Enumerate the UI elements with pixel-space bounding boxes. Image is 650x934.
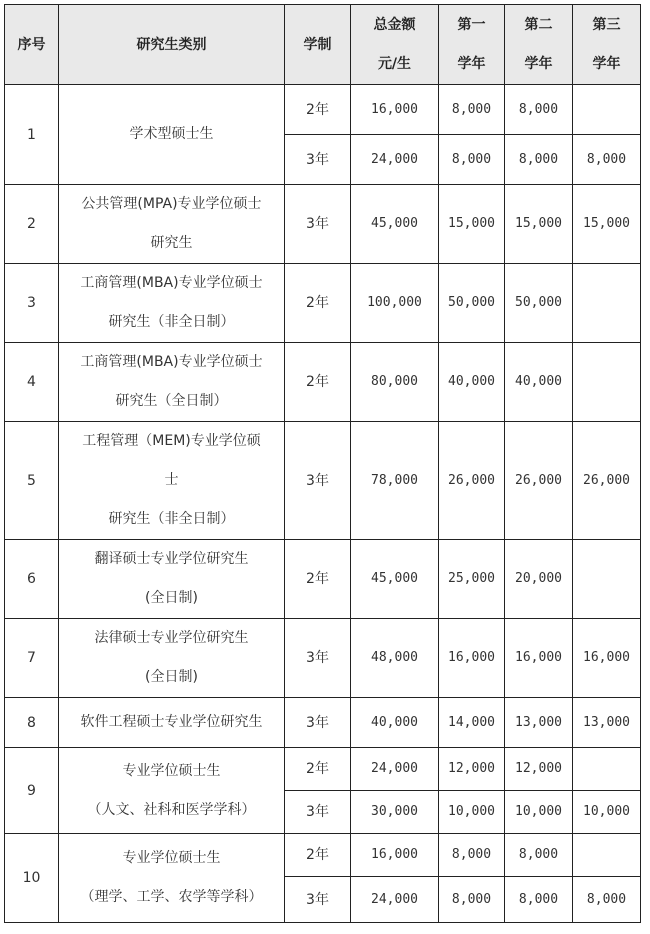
- row-total: 78,000: [351, 422, 439, 540]
- header-year2-line1: 第二: [524, 16, 553, 33]
- row-years: 3年: [285, 135, 351, 185]
- header-total-line2: 元/生: [377, 55, 412, 72]
- row-total: 30,000: [351, 791, 439, 834]
- row-category: [59, 422, 285, 540]
- header-year2: [505, 5, 573, 85]
- row-year3: [573, 748, 641, 791]
- header-year3: [573, 5, 641, 85]
- row-year2: 10,000: [505, 791, 573, 834]
- row-year3: 10,000: [573, 791, 641, 834]
- row-category: [59, 540, 285, 619]
- row-year3: 13,000: [573, 698, 641, 748]
- category-line: 工商管理(MBA)专业学位硕士: [80, 354, 263, 370]
- row-category: [59, 748, 285, 834]
- header-year1-line2: 学年: [457, 55, 486, 72]
- row-number: 4: [5, 343, 59, 422]
- header-row: [5, 5, 641, 85]
- row-years: 3年: [285, 791, 351, 834]
- table-row: [5, 748, 641, 791]
- category-line: 软件工程硕士专业学位研究生: [80, 714, 263, 730]
- row-year1: 8,000: [439, 85, 505, 135]
- row-number: 6: [5, 540, 59, 619]
- row-years: 2年: [285, 343, 351, 422]
- row-year1: 50,000: [439, 264, 505, 343]
- row-total: 80,000: [351, 343, 439, 422]
- row-years: 2年: [285, 748, 351, 791]
- table-row: [5, 619, 641, 698]
- row-year3: 15,000: [573, 185, 641, 264]
- category-line: 工商管理(MBA)专业学位硕士: [80, 275, 263, 291]
- category-line: (全日制): [145, 669, 198, 685]
- row-year1: 25,000: [439, 540, 505, 619]
- row-total: 24,000: [351, 748, 439, 791]
- row-year1: 14,000: [439, 698, 505, 748]
- row-year3: 8,000: [573, 135, 641, 185]
- category-line: 工程管理（MEM)专业学位硕: [82, 433, 261, 449]
- row-year3: 16,000: [573, 619, 641, 698]
- row-category: [59, 264, 285, 343]
- category-line: 专业学位硕士生: [122, 850, 221, 866]
- table-row: [5, 698, 641, 748]
- table-row: [5, 264, 641, 343]
- category-line: 公共管理(MPA)专业学位硕士: [81, 196, 262, 212]
- category-line: 研究生（非全日制）: [108, 511, 235, 527]
- row-year2: 8,000: [505, 85, 573, 135]
- row-year3: [573, 85, 641, 135]
- row-year3: [573, 264, 641, 343]
- header-year3-line1: 第三: [592, 16, 621, 33]
- row-total: 40,000: [351, 698, 439, 748]
- row-category: [59, 185, 285, 264]
- category-line: 翻译硕士专业学位研究生: [94, 551, 249, 567]
- table-body: [5, 85, 641, 923]
- category-line: 学术型硕士生: [129, 126, 214, 142]
- table-row: [5, 834, 641, 877]
- row-year2: 15,000: [505, 185, 573, 264]
- row-number: 10: [5, 834, 59, 923]
- row-years: 3年: [285, 619, 351, 698]
- row-total: 48,000: [351, 619, 439, 698]
- header-years: 学制: [285, 5, 351, 85]
- row-year2: 8,000: [505, 135, 573, 185]
- row-number: 7: [5, 619, 59, 698]
- row-year3: 8,000: [573, 877, 641, 923]
- header-year1: [439, 5, 505, 85]
- row-year3: [573, 540, 641, 619]
- row-number: 3: [5, 264, 59, 343]
- category-line: （理学、工学、农学等学科）: [80, 889, 263, 905]
- row-number: 5: [5, 422, 59, 540]
- row-years: 2年: [285, 85, 351, 135]
- row-year2: 8,000: [505, 877, 573, 923]
- row-year2: 40,000: [505, 343, 573, 422]
- row-number: 1: [5, 85, 59, 185]
- row-category: [59, 343, 285, 422]
- table-row: [5, 422, 641, 540]
- row-year2: 26,000: [505, 422, 573, 540]
- row-year2: 8,000: [505, 834, 573, 877]
- table-header: [5, 5, 641, 85]
- row-year1: 12,000: [439, 748, 505, 791]
- row-years: 3年: [285, 698, 351, 748]
- table-row: [5, 185, 641, 264]
- row-number: 2: [5, 185, 59, 264]
- table-row: [5, 85, 641, 135]
- category-line: 士: [164, 472, 179, 488]
- row-year1: 8,000: [439, 834, 505, 877]
- header-total: [351, 5, 439, 85]
- row-year2: 13,000: [505, 698, 573, 748]
- table-row: [5, 343, 641, 422]
- row-years: 3年: [285, 185, 351, 264]
- row-years: 2年: [285, 264, 351, 343]
- header-year2-line2: 学年: [524, 55, 553, 72]
- row-year3: [573, 343, 641, 422]
- row-years: 2年: [285, 834, 351, 877]
- row-category: [59, 834, 285, 923]
- row-category: [59, 698, 285, 748]
- row-year1: 40,000: [439, 343, 505, 422]
- category-line: 研究生（非全日制）: [108, 314, 235, 330]
- row-category: [59, 619, 285, 698]
- row-year2: 20,000: [505, 540, 573, 619]
- row-total: 45,000: [351, 185, 439, 264]
- category-line: 研究生: [150, 235, 193, 251]
- row-years: 3年: [285, 877, 351, 923]
- row-year1: 16,000: [439, 619, 505, 698]
- category-line: 专业学位硕士生: [122, 762, 221, 779]
- header-year1-line1: 第一: [457, 16, 486, 33]
- category-line: 法律硕士专业学位研究生: [94, 630, 249, 646]
- row-year3: [573, 834, 641, 877]
- row-total: 100,000: [351, 264, 439, 343]
- row-number: 9: [5, 748, 59, 834]
- row-year1: 10,000: [439, 791, 505, 834]
- row-years: 3年: [285, 422, 351, 540]
- row-total: 16,000: [351, 834, 439, 877]
- row-year2: 12,000: [505, 748, 573, 791]
- row-category: [59, 85, 285, 185]
- row-years: 2年: [285, 540, 351, 619]
- row-total: 24,000: [351, 877, 439, 923]
- row-year1: 15,000: [439, 185, 505, 264]
- row-number: 8: [5, 698, 59, 748]
- table-row: [5, 540, 641, 619]
- row-year1: 26,000: [439, 422, 505, 540]
- header-category: 研究生类别: [59, 5, 285, 85]
- category-line: （人文、社科和医学学科）: [87, 801, 256, 818]
- header-no: 序号: [5, 5, 59, 85]
- row-year2: 16,000: [505, 619, 573, 698]
- header-total-line1: 总金额: [373, 16, 416, 33]
- header-year3-line2: 学年: [592, 55, 621, 72]
- row-total: 24,000: [351, 135, 439, 185]
- category-line: 研究生（全日制）: [115, 393, 228, 409]
- row-year2: 50,000: [505, 264, 573, 343]
- row-year1: 8,000: [439, 877, 505, 923]
- row-total: 16,000: [351, 85, 439, 135]
- row-year3: 26,000: [573, 422, 641, 540]
- row-total: 45,000: [351, 540, 439, 619]
- row-year1: 8,000: [439, 135, 505, 185]
- category-line: (全日制): [145, 590, 198, 606]
- tuition-fee-table: [4, 4, 641, 923]
